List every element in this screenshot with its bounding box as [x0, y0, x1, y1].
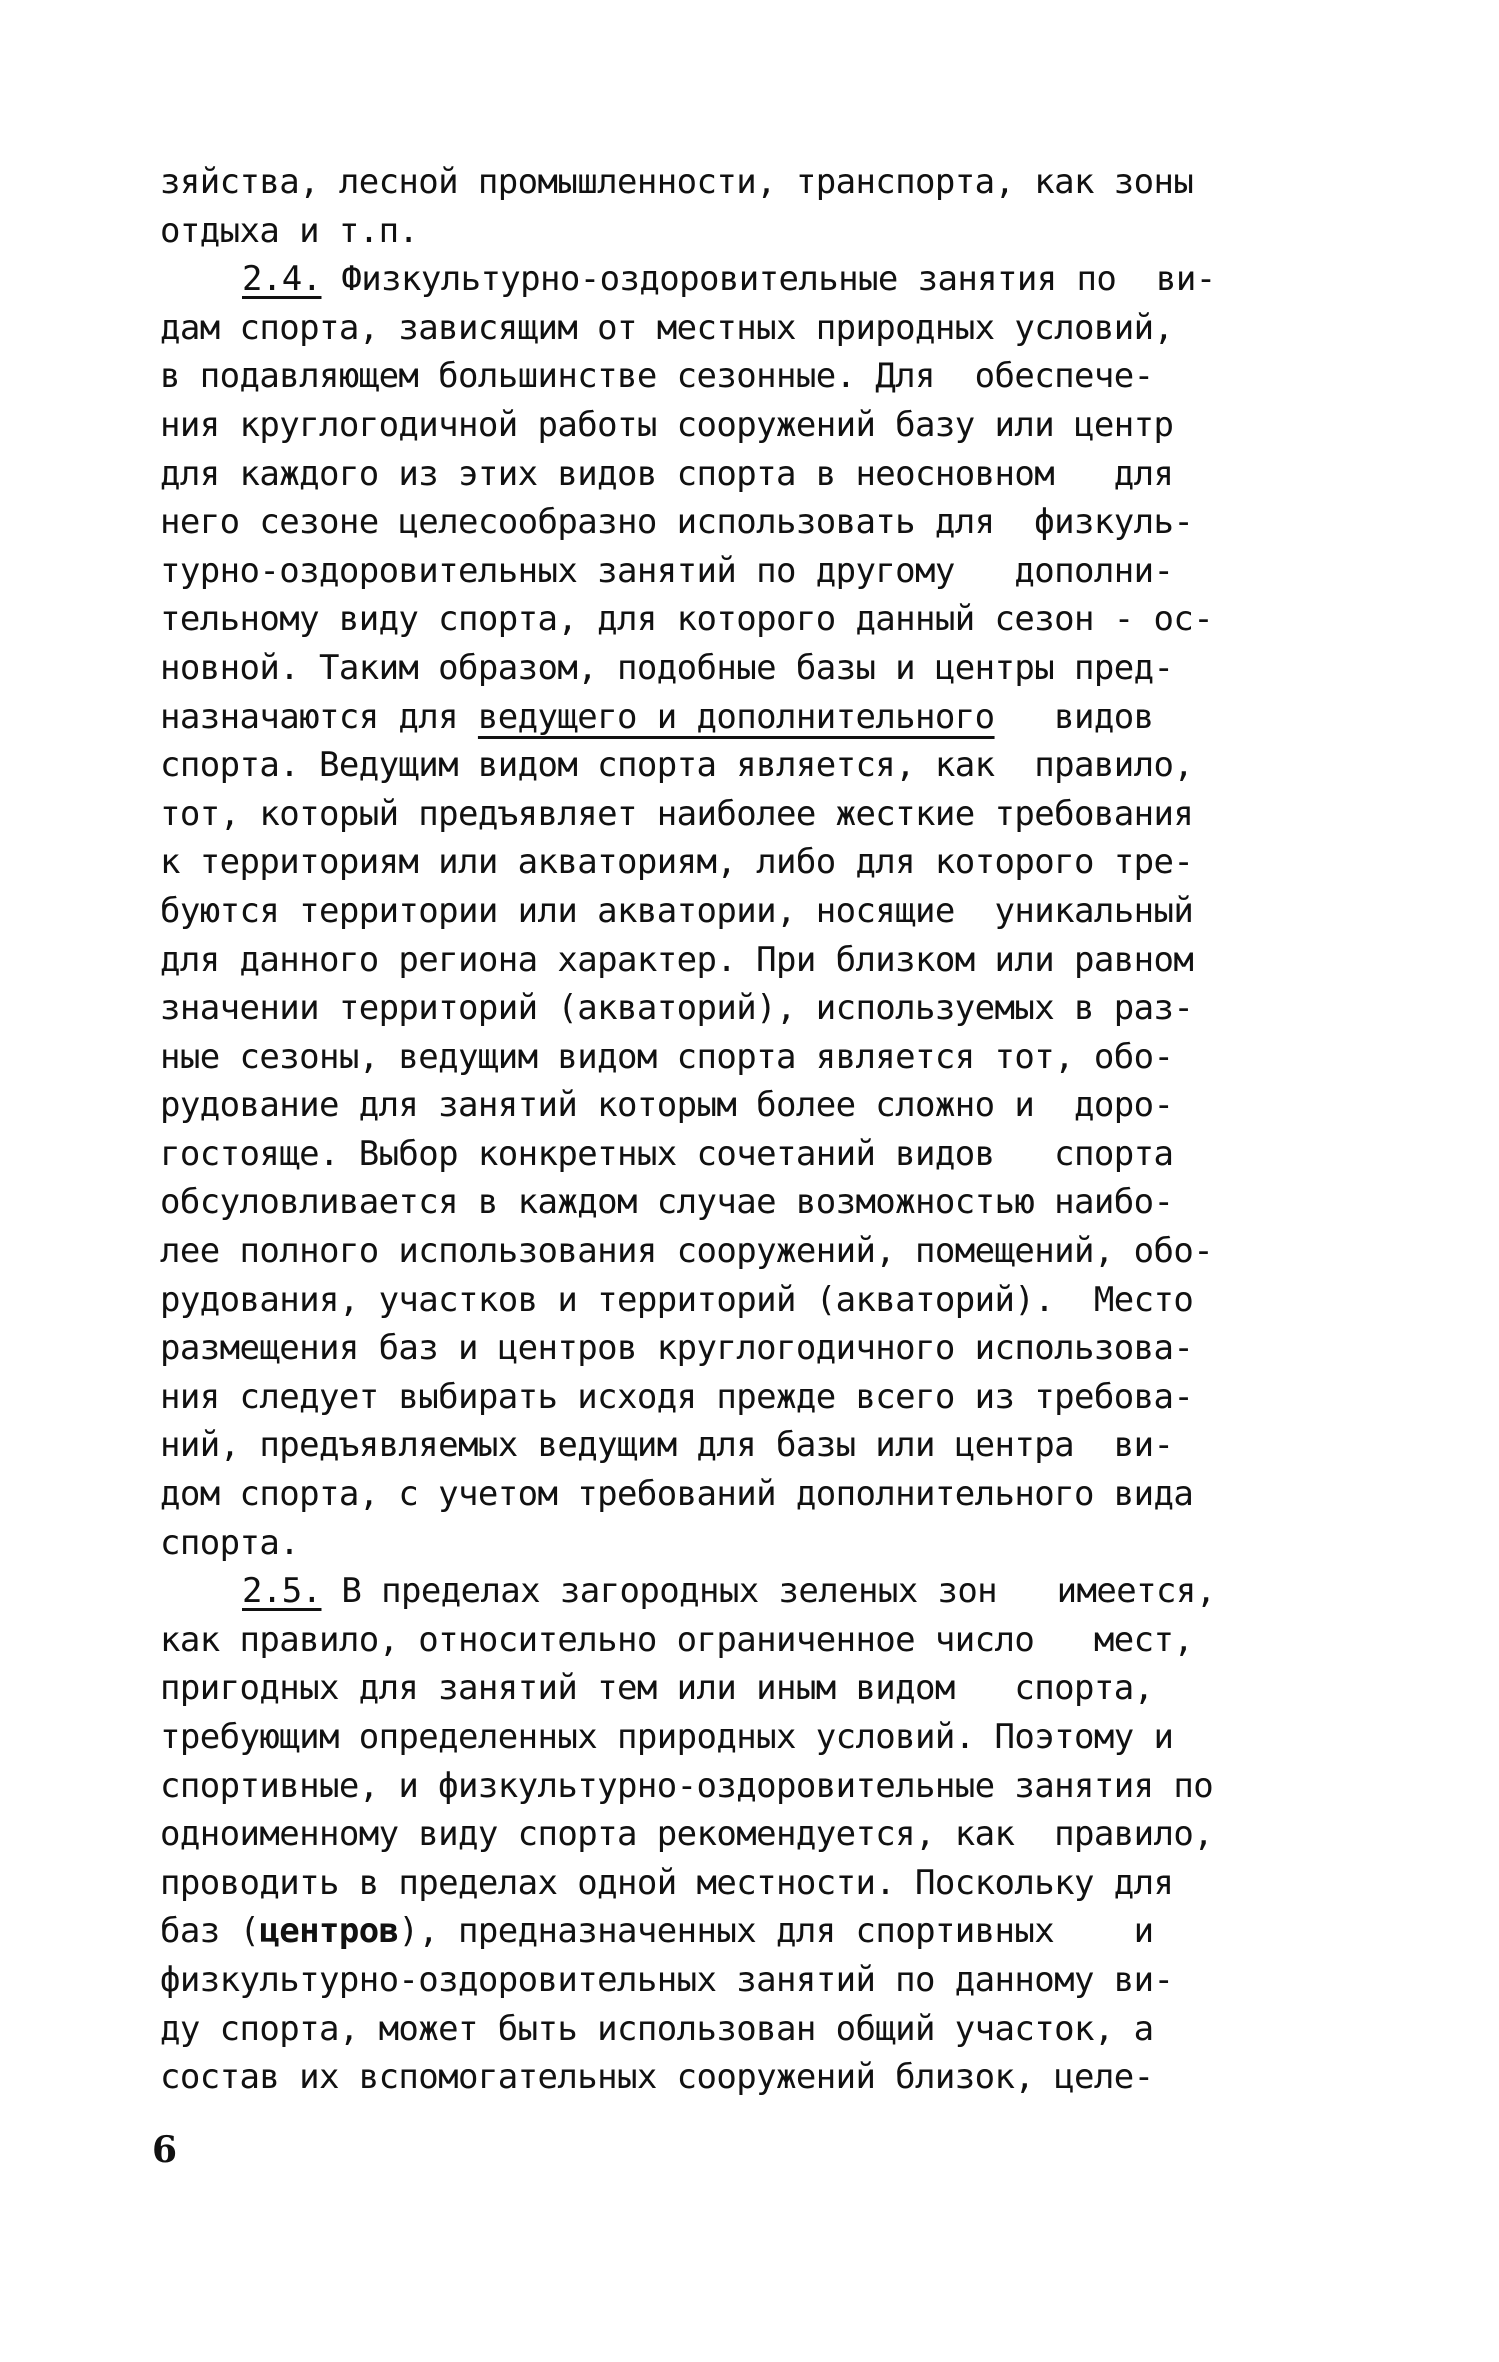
text-line: как правило, относительно ограниченное число мест,	[160, 1619, 1194, 1660]
text-line: обсуловливается в каждом случае возможностью наибо-	[160, 1182, 1174, 1223]
text-line: проводить в пределах одной местности. Поскольку для	[160, 1862, 1174, 1903]
text-fragment: Физкультурно-оздоровительные занятия по ви-	[321, 259, 1216, 300]
text-fragment: В пределах загородных зеленых зон имеется,	[321, 1571, 1216, 1612]
text-line: дом спорта, с учетом требований дополнительного вида	[160, 1474, 1194, 1515]
text-line: новной. Таким образом, подобные базы и центры пред-	[160, 647, 1174, 688]
text-line: размещения баз и центров круглогодичного использова-	[160, 1328, 1194, 1369]
text-line: тельному виду спорта, для которого данный сезон - ос-	[160, 599, 1214, 640]
text-line: пригодных для занятий тем или иным видом спорта,	[160, 1668, 1154, 1709]
text-fragment: видов	[994, 696, 1154, 737]
text-line: ния круглогодичной работы сооружений базу или центр	[160, 404, 1174, 445]
text-line: требующим определенных природных условий. Поэтому и	[160, 1717, 1174, 1757]
text-line-with-underline	[160, 693, 1370, 742]
text-line: значении территорий (акваторий), используемых в раз-	[160, 988, 1194, 1029]
text-fragment: назначаются для	[160, 696, 478, 737]
text-fragment: баз (	[160, 1911, 260, 1952]
text-line: ные сезоны, ведущим видом спорта является тот, обо-	[160, 1036, 1174, 1077]
body-text	[160, 158, 1370, 2102]
bold-word: центров	[259, 1911, 399, 1952]
text-line: ду спорта, может быть использован общий участок, а	[160, 2008, 1154, 2049]
section-2-5-heading-line	[160, 1567, 1370, 1616]
text-line: спортивные, и физкультурно-оздоровительные занятия по	[160, 1765, 1214, 1806]
text-fragment: ), предназначенных для спортивных и	[398, 1911, 1154, 1952]
text-line: лее полного использования сооружений, помещений, обо-	[160, 1231, 1214, 1272]
underlined-phrase: ведущего и дополнительного	[477, 696, 995, 737]
text-line: спорта.	[160, 1522, 300, 1563]
text-line-with-bold	[160, 1907, 1370, 1956]
section-number: 2.5.	[242, 1571, 322, 1612]
text-line: него сезоне целесообразно использовать для физкуль-	[160, 502, 1194, 543]
text-line: ния следует выбирать исходя прежде всего из требова-	[160, 1376, 1194, 1417]
text-line: состав их вспомогательных сооружений близок, целе-	[160, 2057, 1154, 2098]
section-2-4-heading-line	[160, 255, 1370, 304]
text-line: в подавляющем большинстве сезонные. Для обеспече-	[160, 356, 1154, 397]
text-line: одноименному виду спорта рекомендуется, как правило,	[160, 1814, 1214, 1855]
text-line: спорта. Ведущим видом спорта является, как правило,	[160, 745, 1194, 786]
text-line: гостояще. Выбор конкретных сочетаний видов спорта	[160, 1133, 1174, 1174]
text-line: тот, который предъявляет наиболее жесткие требования	[160, 793, 1194, 834]
text-line: зяйства, лесной промышленности, транспорта, как зоны	[160, 162, 1194, 202]
text-line: отдыха и т.п.	[160, 210, 419, 251]
text-line: буются территории или акватории, носящие уникальный	[160, 890, 1194, 931]
text-line: рудования, участков и территорий (акваторий). Место	[160, 1279, 1194, 1320]
text-line: физкультурно-оздоровительных занятий по данному ви-	[160, 1959, 1174, 2000]
text-line: ний, предъявляемых ведущим для базы или центра ви-	[160, 1425, 1174, 1466]
text-line: турно-оздоровительных занятий по другому дополни-	[160, 550, 1174, 591]
text-line: для данного региона характер. При близком или равном	[160, 939, 1194, 980]
text-line: рудование для занятий которым более сложно и доро-	[160, 1085, 1174, 1126]
text-line: дам спорта, зависящим от местных природных условий,	[160, 307, 1174, 348]
text-line: к территориям или акваториям, либо для которого тре-	[160, 842, 1194, 883]
section-number: 2.4.	[242, 259, 322, 300]
text-line: для каждого из этих видов спорта в неосновном для	[160, 453, 1174, 494]
page-number: 6	[152, 2129, 178, 2171]
